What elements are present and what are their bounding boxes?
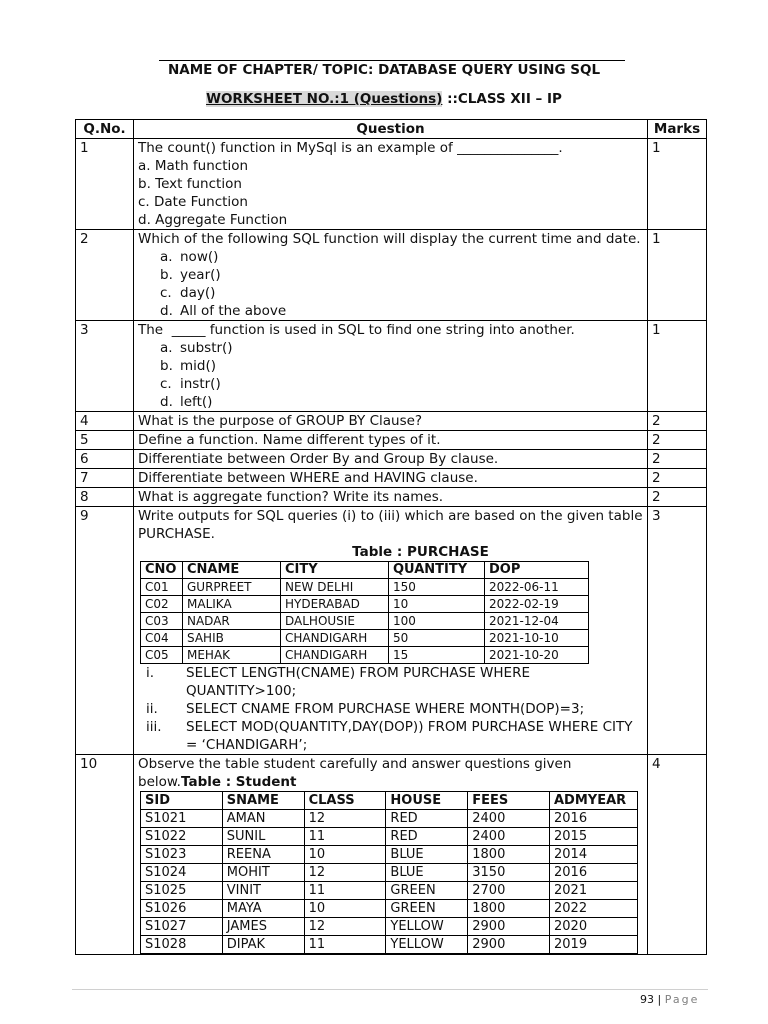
question-row-8 [76, 488, 707, 507]
column-header: FEES [468, 792, 550, 810]
table-cell: 2021 [550, 882, 638, 900]
table-cell: 12 [304, 918, 386, 936]
option-a: a. Math function [138, 158, 249, 174]
column-header: CLASS [304, 792, 386, 810]
question-marks: 2 [648, 469, 707, 488]
table-cell: 10 [389, 596, 485, 613]
column-header: CNAME [183, 562, 281, 579]
table-cell: YELLOW [386, 936, 468, 954]
table-cell: 11 [304, 936, 386, 954]
table-cell: 15 [389, 647, 485, 664]
table-row [141, 613, 589, 630]
table-cell: C03 [141, 613, 183, 630]
purchase-table-title: Table : PURCHASE [352, 544, 489, 560]
question-row-6 [76, 450, 707, 469]
table-cell: 2014 [550, 846, 638, 864]
table-cell: BLUE [386, 846, 468, 864]
question-text: What is the purpose of GROUP BY Clause? [134, 412, 648, 431]
table-cell: RED [386, 828, 468, 846]
table-cell: GREEN [386, 900, 468, 918]
question-marks: 2 [648, 412, 707, 431]
table-cell: 2021-12-04 [485, 613, 589, 630]
table-cell: MALIKA [183, 596, 281, 613]
column-header: HOUSE [386, 792, 468, 810]
table-cell: S1023 [141, 846, 223, 864]
question-text: Differentiate between WHERE and HAVING clause. [134, 469, 648, 488]
table-cell: S1025 [141, 882, 223, 900]
table-cell: S1028 [141, 936, 223, 954]
column-header: SID [141, 792, 223, 810]
table-cell: 2021-10-10 [485, 630, 589, 647]
footer-rule [72, 989, 708, 990]
table-cell: DIPAK [222, 936, 304, 954]
option-b: b. Text function [138, 176, 242, 192]
question-number: 6 [76, 450, 134, 469]
table-cell: CHANDIGARH [281, 647, 389, 664]
table-row [141, 579, 589, 596]
table-cell: 1800 [468, 846, 550, 864]
column-header: CITY [281, 562, 389, 579]
question-text: Which of the following SQL function will display the current time and date. [138, 231, 641, 247]
student-table-title: Table : Student [180, 774, 297, 790]
qno-header: Q.No. [76, 120, 134, 139]
table-cell: C02 [141, 596, 183, 613]
question-cell [134, 321, 648, 412]
page-number: 93 [640, 993, 654, 1006]
table-cell: 50 [389, 630, 485, 647]
question-marks: 4 [648, 755, 707, 955]
option-c: c. Date Function [138, 194, 248, 210]
table-cell: C05 [141, 647, 183, 664]
table-cell: NEW DELHI [281, 579, 389, 596]
table-cell: 2021-10-20 [485, 647, 589, 664]
table-row [141, 864, 638, 882]
purchase-header-row [141, 562, 589, 579]
table-row [141, 936, 638, 954]
table-cell: 3150 [468, 864, 550, 882]
question-number: 2 [76, 230, 134, 321]
question-number: 10 [76, 755, 134, 955]
page-label: Page [664, 993, 700, 1006]
question-cell [134, 507, 648, 755]
question-cell [134, 755, 648, 955]
question-row-1 [76, 139, 707, 230]
worksheet-number: WORKSHEET NO.:1 (Questions) [206, 91, 443, 107]
table-cell: MOHIT [222, 864, 304, 882]
table-cell: 2019 [550, 936, 638, 954]
table-cell: SUNIL [222, 828, 304, 846]
table-cell: 150 [389, 579, 485, 596]
question-text: What is aggregate function? Write its names. [134, 488, 648, 507]
question-text: The _____ function is used in SQL to find one string into another. [138, 322, 575, 338]
question-row-4 [76, 412, 707, 431]
table-cell: 11 [304, 828, 386, 846]
sql-query-1: i. SELECT LENGTH(CNAME) FROM PURCHASE WHERE QUANTITY>100; [146, 665, 530, 699]
page-separator: | [654, 993, 665, 1006]
table-cell: 12 [304, 864, 386, 882]
class-info: ::CLASS XII – IP [442, 91, 562, 107]
column-header: ADMYEAR [550, 792, 638, 810]
table-cell: 2400 [468, 810, 550, 828]
table-cell: CHANDIGARH [281, 630, 389, 647]
table-cell: RED [386, 810, 468, 828]
chapter-title: NAME OF CHAPTER/ TOPIC: DATABASE QUERY USING SQL [167, 62, 601, 78]
question-row-9 [76, 507, 707, 755]
table-cell: S1027 [141, 918, 223, 936]
option-a: a. now() [160, 249, 219, 265]
question-row-7 [76, 469, 707, 488]
table-cell: C04 [141, 630, 183, 647]
table-cell: NADAR [183, 613, 281, 630]
table-cell: S1021 [141, 810, 223, 828]
table-cell: S1024 [141, 864, 223, 882]
table-cell: 2400 [468, 828, 550, 846]
column-header: QUANTITY [389, 562, 485, 579]
question-number: 7 [76, 469, 134, 488]
table-cell: 2016 [550, 864, 638, 882]
table-row [141, 630, 589, 647]
table-cell: 2900 [468, 918, 550, 936]
sql-query-3: iii. SELECT MOD(QUANTITY,DAY(DOP)) FROM PURCHASE WHERE CITY = ‘CHANDIGARH’; [146, 719, 633, 753]
table-cell: YELLOW [386, 918, 468, 936]
question-marks: 3 [648, 507, 707, 755]
table-row [141, 647, 589, 664]
option-d: d. left() [160, 394, 213, 410]
option-d: d. All of the above [160, 303, 287, 319]
question-marks: 1 [648, 321, 707, 412]
question-text: Define a function. Name different types of it. [134, 431, 648, 450]
question-cell [134, 230, 648, 321]
question-row-3 [76, 321, 707, 412]
student-table [140, 791, 638, 954]
question-number: 3 [76, 321, 134, 412]
table-row [141, 596, 589, 613]
question-text: Differentiate between Order By and Group By clause. [134, 450, 648, 469]
question-marks: 1 [648, 230, 707, 321]
table-row [141, 900, 638, 918]
table-cell: 2020 [550, 918, 638, 936]
table-cell: 2015 [550, 828, 638, 846]
table-cell: JAMES [222, 918, 304, 936]
table-cell: 12 [304, 810, 386, 828]
question-number: 4 [76, 412, 134, 431]
table-cell: GURPREET [183, 579, 281, 596]
question-text: Observe the table student carefully and answer questions given below.Table : Student [138, 756, 572, 790]
option-b: b. mid() [160, 358, 217, 374]
table-header-row [76, 120, 707, 139]
question-row-5 [76, 431, 707, 450]
purchase-table [140, 561, 589, 664]
table-cell: 2022 [550, 900, 638, 918]
table-cell: C01 [141, 579, 183, 596]
table-cell: DALHOUSIE [281, 613, 389, 630]
table-cell: MAYA [222, 900, 304, 918]
table-cell: 11 [304, 882, 386, 900]
table-cell: 2016 [550, 810, 638, 828]
table-cell: AMAN [222, 810, 304, 828]
header-rule [159, 60, 625, 61]
column-header: CNO [141, 562, 183, 579]
table-cell: 2900 [468, 936, 550, 954]
student-header-row [141, 792, 638, 810]
question-marks: 2 [648, 450, 707, 469]
marks-header: Marks [648, 120, 707, 139]
question-row-10 [76, 755, 707, 955]
question-text: Write outputs for SQL queries (i) to (iii) which are based on the given table PURCHASE. [138, 508, 643, 542]
table-cell: 10 [304, 846, 386, 864]
table-cell: 2022-02-19 [485, 596, 589, 613]
worksheet-title [0, 91, 768, 107]
question-marks: 2 [648, 488, 707, 507]
table-cell: SAHIB [183, 630, 281, 647]
questions-table [75, 119, 707, 955]
question-header: Question [134, 120, 648, 139]
question-number: 5 [76, 431, 134, 450]
option-b: b. year() [160, 267, 221, 283]
table-cell: 1800 [468, 900, 550, 918]
question-cell [134, 139, 648, 230]
question-number: 1 [76, 139, 134, 230]
table-row [141, 810, 638, 828]
option-d: d. Aggregate Function [138, 212, 288, 228]
table-cell: GREEN [386, 882, 468, 900]
option-a: a. substr() [160, 340, 233, 356]
page-footer [640, 993, 699, 1006]
question-marks: 1 [648, 139, 707, 230]
table-cell: S1022 [141, 828, 223, 846]
table-row [141, 846, 638, 864]
table-cell: BLUE [386, 864, 468, 882]
column-header: DOP [485, 562, 589, 579]
table-cell: REENA [222, 846, 304, 864]
table-cell: 2700 [468, 882, 550, 900]
table-cell: 100 [389, 613, 485, 630]
table-cell: S1026 [141, 900, 223, 918]
table-cell: MEHAK [183, 647, 281, 664]
question-row-2 [76, 230, 707, 321]
option-c: c. day() [160, 285, 216, 301]
table-row [141, 828, 638, 846]
table-cell: 10 [304, 900, 386, 918]
question-text: The count() function in MySql is an example of _______________. [138, 140, 563, 156]
table-cell: VINIT [222, 882, 304, 900]
question-number: 8 [76, 488, 134, 507]
option-c: c. instr() [160, 376, 221, 392]
table-cell: HYDERABAD [281, 596, 389, 613]
column-header: SNAME [222, 792, 304, 810]
table-row [141, 882, 638, 900]
question-number: 9 [76, 507, 134, 755]
table-cell: 2022-06-11 [485, 579, 589, 596]
sql-query-2: ii. SELECT CNAME FROM PURCHASE WHERE MONTH(DOP)=3; [146, 701, 585, 717]
question-marks: 2 [648, 431, 707, 450]
table-row [141, 918, 638, 936]
